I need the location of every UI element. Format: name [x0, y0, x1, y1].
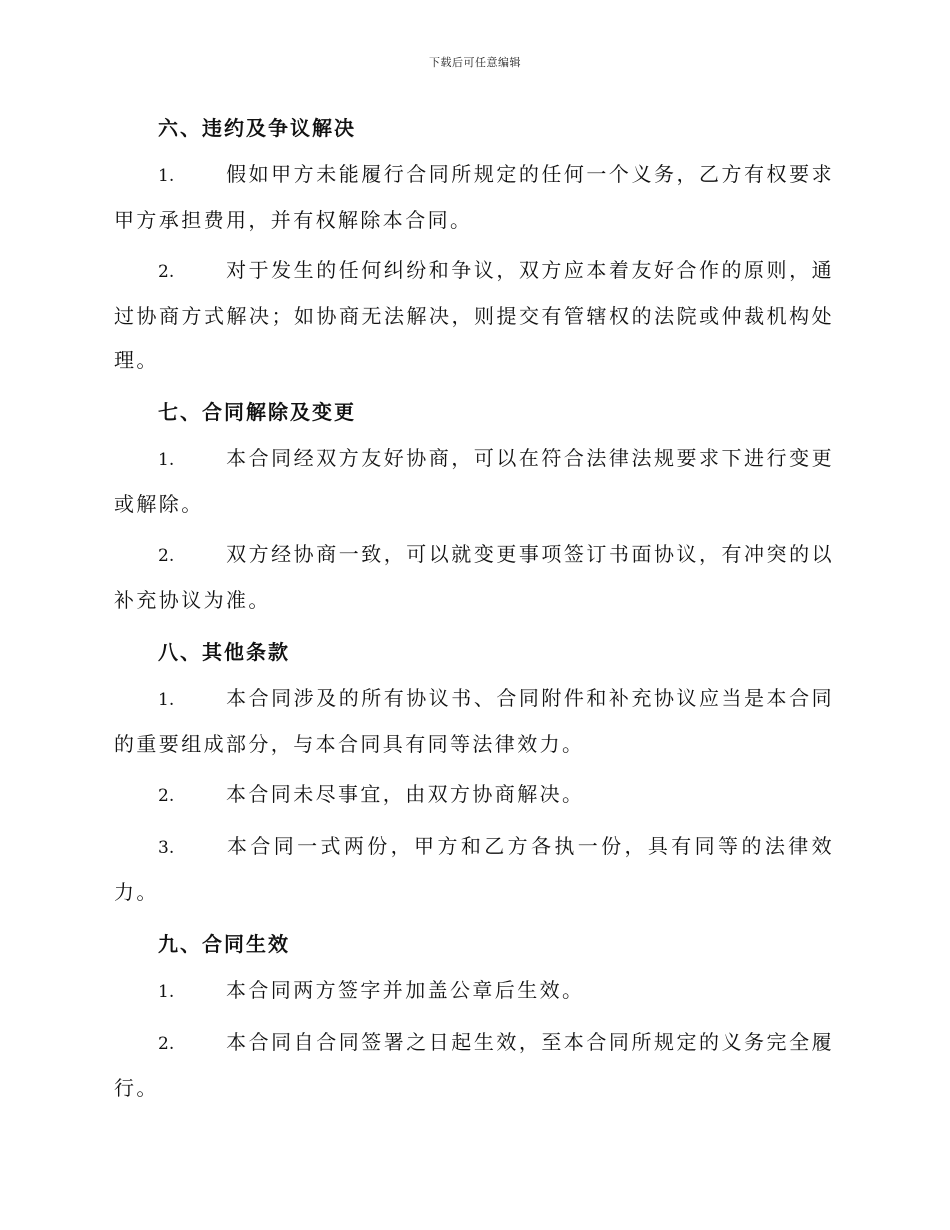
section-heading: 九、合同生效	[158, 932, 290, 956]
clause	[114, 248, 834, 382]
clause-number: 2.	[158, 262, 175, 282]
clause-number: 2.	[158, 786, 175, 806]
clause-number: 2.	[158, 546, 175, 566]
clause-text: 本合同两方签字并加盖公章后生效。	[226, 978, 585, 1002]
clause-text: 假如甲方未能履行合同所规定的任何一个义务，乙方有权要求甲方承担费用，并有权解除本合同。	[114, 162, 834, 232]
clause	[114, 532, 834, 622]
clause-text: 对于发生的任何纠纷和争议，双方应本着友好合作的原则，通过协商方式解决；如协商无法解决，则提交有管辖权的法院或仲裁机构处理。	[114, 258, 834, 372]
clause-text: 本合同经双方友好协商，可以在符合法律法规要求下进行变更或解除。	[114, 446, 834, 516]
section-breach-dispute	[114, 108, 834, 382]
clause	[114, 968, 834, 1014]
clause-text: 本合同未尽事宜，由双方协商解决。	[226, 782, 585, 806]
clause-number: 1.	[158, 450, 175, 470]
clause-number: 1.	[158, 982, 175, 1002]
section-heading: 八、其他条款	[158, 640, 290, 664]
section-heading: 七、合同解除及变更	[158, 400, 356, 424]
clause-text: 双方经协商一致，可以就变更事项签订书面协议，有冲突的以补充协议为准。	[114, 542, 834, 612]
clause	[114, 772, 834, 818]
section-other-terms	[114, 632, 834, 914]
clause-number: 3.	[158, 838, 175, 858]
header-note: 下载后可任意编辑	[429, 56, 521, 69]
clause	[114, 152, 834, 242]
clause	[114, 1020, 834, 1110]
section-effectiveness	[114, 924, 834, 1110]
clause-text: 本合同涉及的所有协议书、合同附件和补充协议应当是本合同的重要组成部分，与本合同具有同等法律效力。	[114, 686, 834, 756]
clause-number: 1.	[158, 690, 175, 710]
section-heading: 六、违约及争议解决	[158, 116, 356, 140]
clause-text: 本合同自合同签署之日起生效，至本合同所规定的义务完全履行。	[114, 1030, 834, 1100]
clause-number: 1.	[158, 166, 175, 186]
clause-number: 2.	[158, 1034, 175, 1054]
clause	[114, 676, 834, 766]
clause	[114, 436, 834, 526]
clause-text: 本合同一式两份，甲方和乙方各执一份，具有同等的法律效力。	[114, 834, 834, 904]
clause	[114, 824, 834, 914]
document-body	[114, 108, 834, 1116]
section-termination-change	[114, 392, 834, 622]
